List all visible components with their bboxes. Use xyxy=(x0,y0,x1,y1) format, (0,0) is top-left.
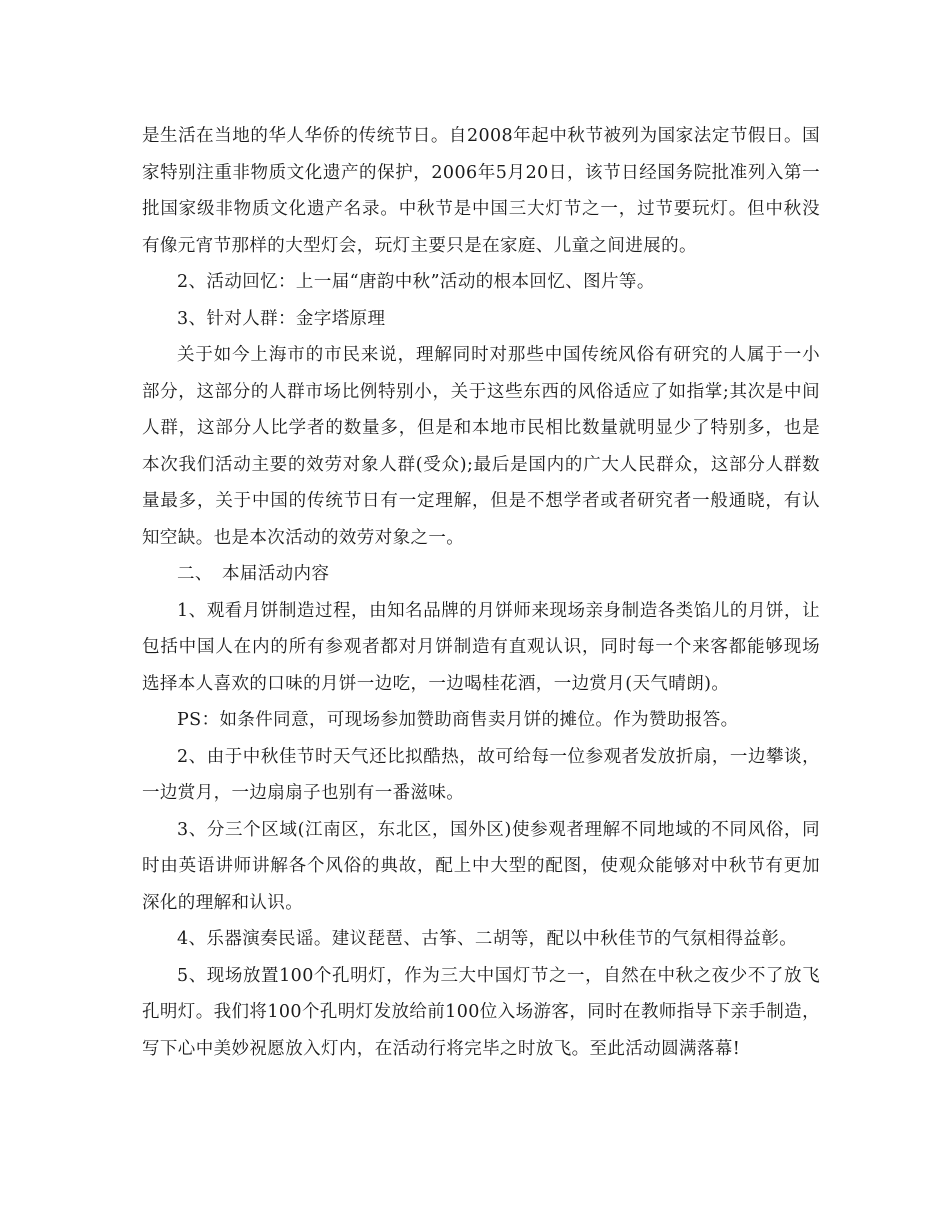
paragraph-mooncake-making: 1、观看月饼制造过程，由知名品牌的月饼师来现场亲身制造各类馅儿的月饼，让包括中国人在内的所有参观者都对月饼制造有直观认识，同时每一个来客都能够现场选择本人喜欢的口味的月饼一边吃，一边喝桂花酒，一边赏月(天气晴朗)。 xyxy=(142,600,820,694)
paragraph-regional-zones: 3、分三个区域(江南区，东北区，国外区)使参观者理解不同地域的不同风俗，同时由英语讲师讲解各个风俗的典故，配上中大型的配图，使观众能够对中秋节有更加深化的理解和认识。 xyxy=(142,819,820,913)
paragraph-folding-fans: 2、由于中秋佳节时天气还比拟酷热，故可给每一位参观者发放折扇，一边攀谈，一边赏月，一边扇扇子也别有一番滋味。 xyxy=(142,746,820,803)
paragraph-festival-intro: 是生活在当地的华人华侨的传统节日。自2008年起中秋节被列为国家法定节假日。国家特别注重非物质文化遗产的保护，2006年5月20日，该节日经国务院批准列入第一批国家级非物质文化遗产名录。中秋节是中国三大灯节之一，过节要玩灯。但中秋没有像元宵节那样的大型灯会，玩灯主要只是在家庭、儿童之间进展的。 xyxy=(142,126,820,256)
paragraph-activity-review: 2、活动回忆：上一届“唐韵中秋”活动的根本回忆、图片等。 xyxy=(177,272,655,292)
document-body xyxy=(142,118,820,1067)
paragraph-sky-lanterns: 5、现场放置100个孔明灯，作为三大中国灯节之一，自然在中秋之夜少不了放飞孔明灯。我们将100个孔明灯发放给前100位入场游客，同时在教师指导下亲手制造，写下心中美妙祝愿放入灯内，在活动行将完毕之时放飞。至此活动圆满落幕! xyxy=(142,965,820,1059)
paragraph-target-audience-heading: 3、针对人群：金字塔原理 xyxy=(177,308,386,329)
paragraph-folk-music: 4、乐器演奏民谣。建议琵琶、古筝、二胡等，配以中秋佳节的气氛相得益彰。 xyxy=(177,929,798,949)
paragraph-sponsor-note: PS：如条件同意，可现场参加赞助商售卖月饼的摊位。作为赞助报答。 xyxy=(177,710,739,730)
section-heading-activity-content: 二、 本届活动内容 xyxy=(177,564,330,584)
paragraph-target-audience-detail: 关于如今上海市的市民来说，理解同时对那些中国传统风俗有研究的人属于一小部分，这部分的人群市场比例特别小，关于这些东西的风俗适应了如指掌;其次是中间人群，这部分人比学者的数量多，但是和本地市民相比数量就明显少了特别多，也是本次我们活动主要的效劳对象人群(受众);最后是国内的广大人民群众，这部分人群数量最多，关于中国的传统节日有一定理解，但是不想学者或者研究者一般通晓，有认知空缺。也是本次活动的效劳对象之一。 xyxy=(142,345,820,548)
